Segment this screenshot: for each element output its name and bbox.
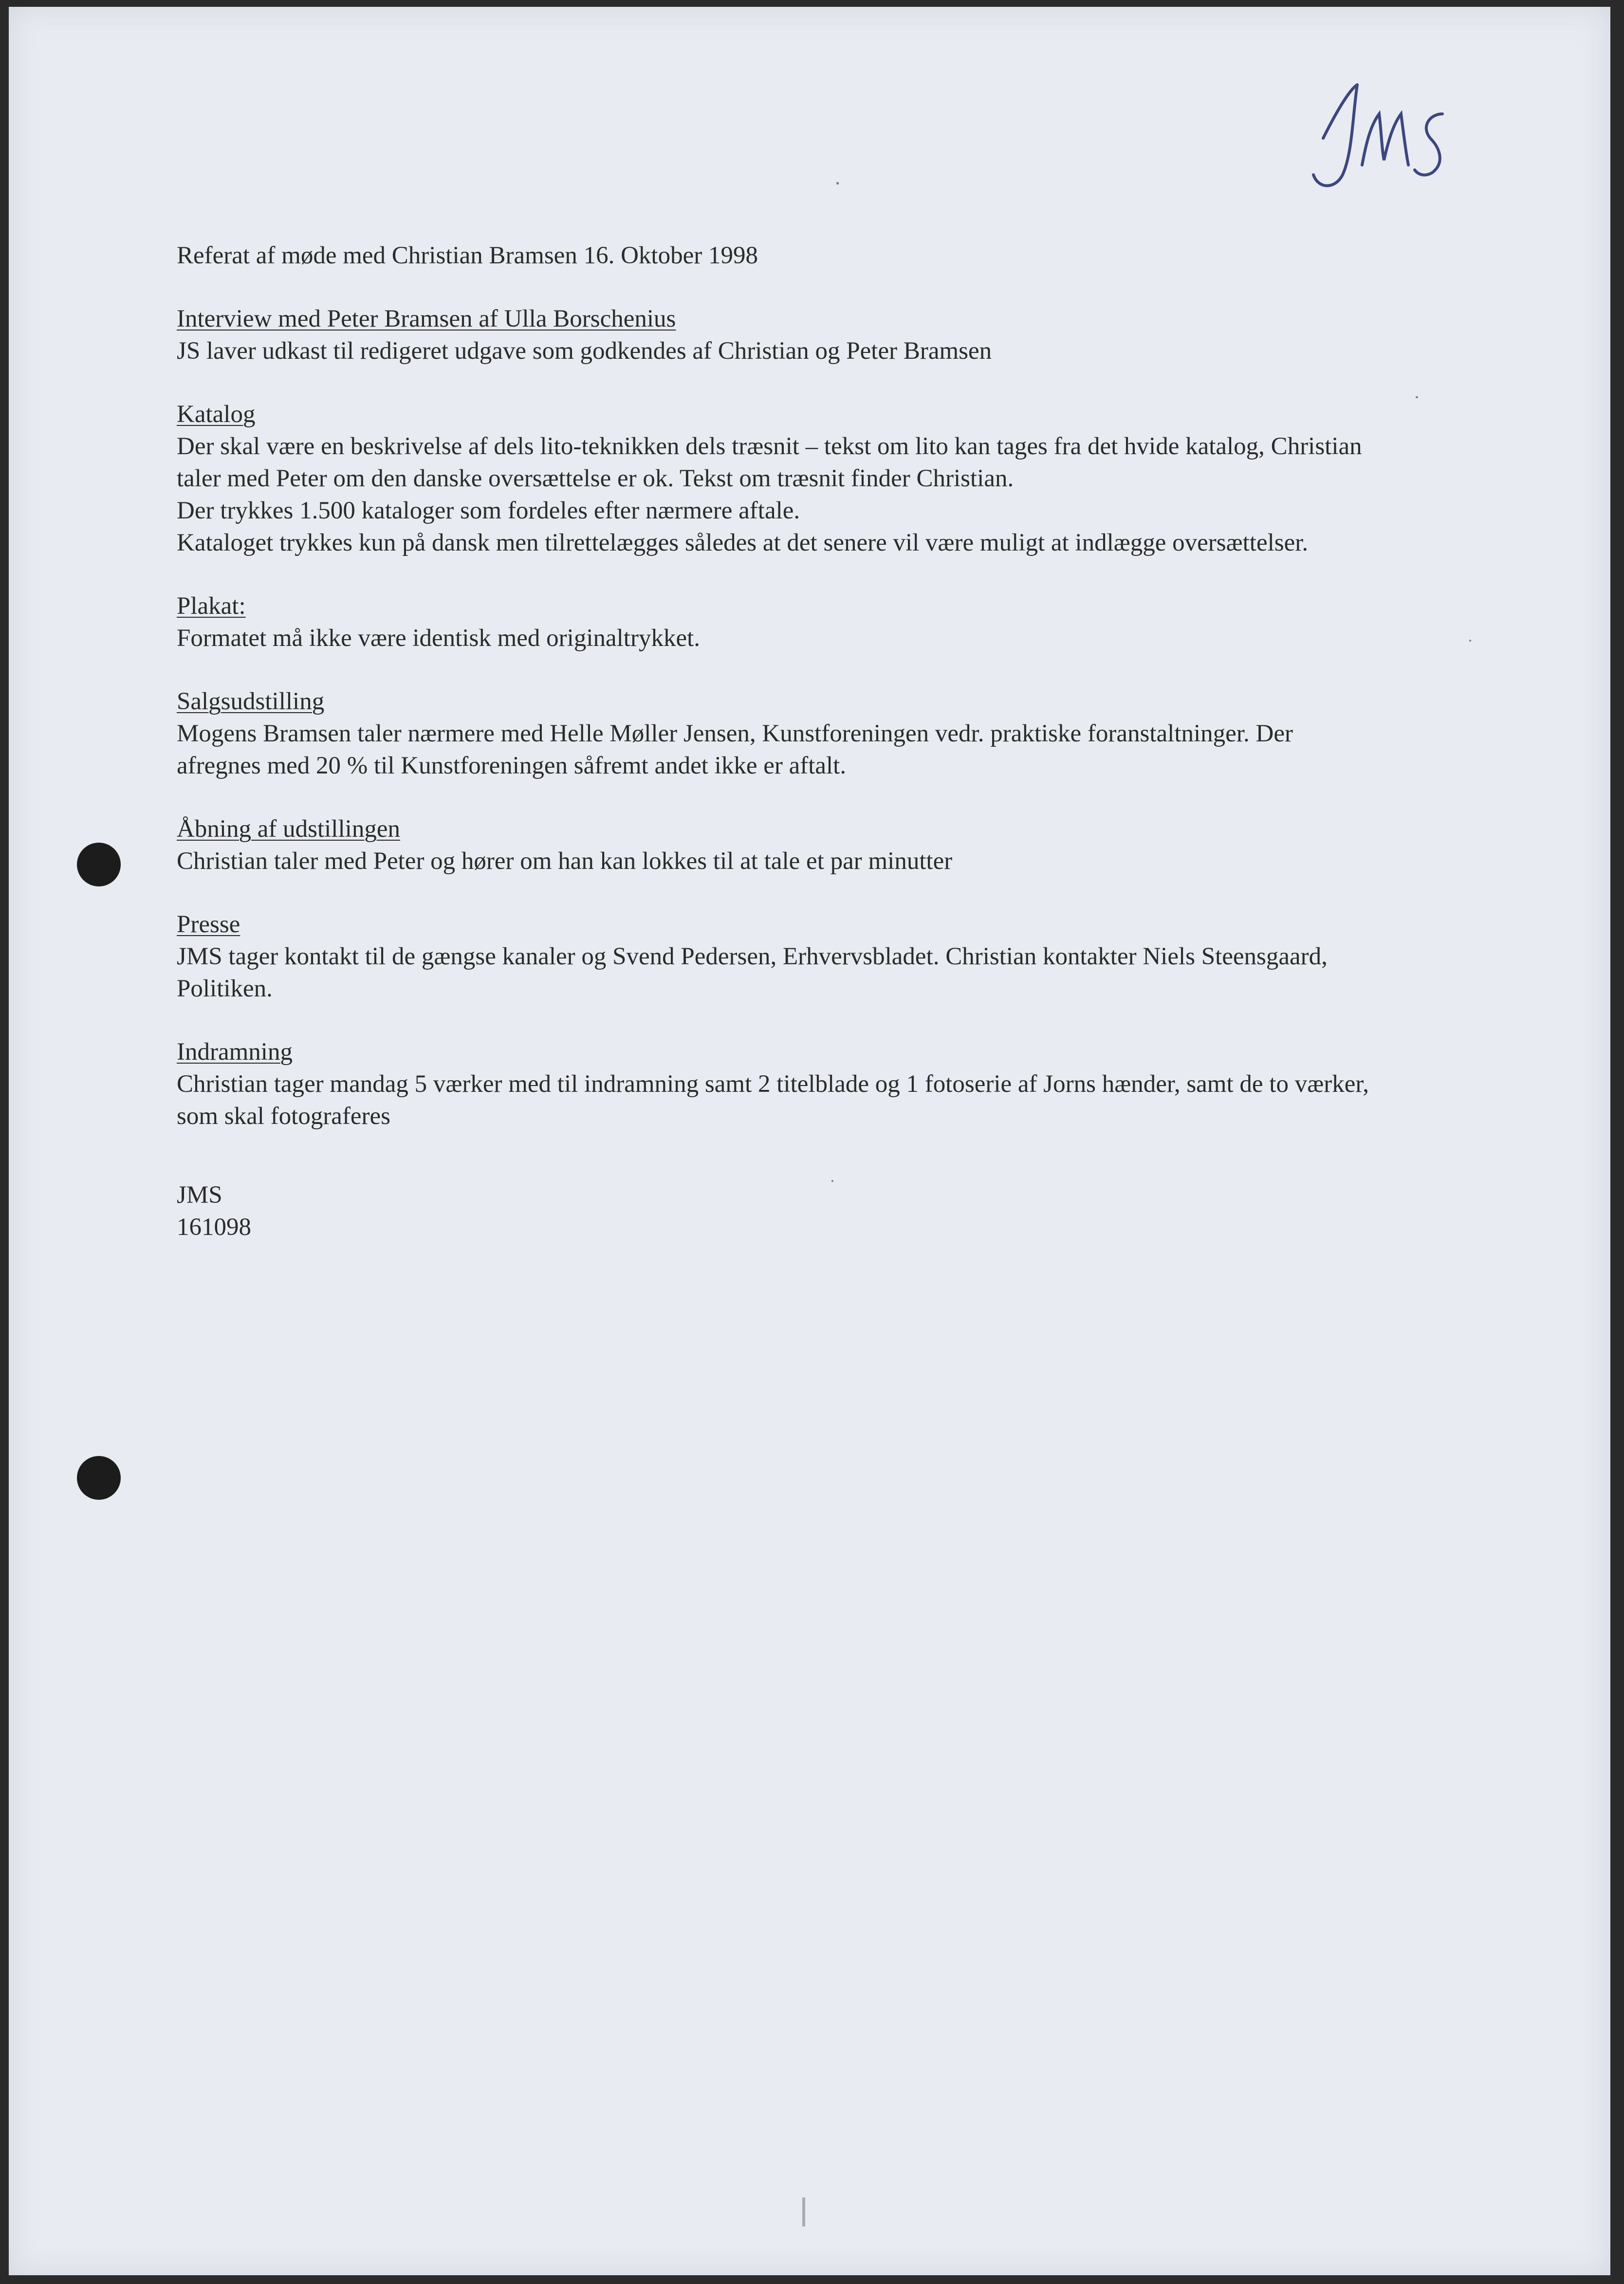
section-heading: Indramning — [177, 1038, 293, 1066]
section-salgsudstilling — [177, 685, 1491, 782]
section-text-line: Kataloget trykkes kun på dansk men tilrettelægges således at det senere vil være muligt at indlægge oversættelser. — [177, 529, 1309, 556]
section-text-line: som skal fotograferes — [177, 1103, 391, 1130]
section-heading: Plakat: — [177, 592, 246, 620]
section-plakat — [177, 590, 1491, 654]
memo-body — [177, 239, 1491, 1243]
section-indramning — [177, 1036, 1491, 1132]
section-heading: Interview med Peter Bramsen af Ulla Borschenius — [177, 305, 676, 332]
paper-speck — [831, 1180, 833, 1182]
section-text-line: Politiken. — [177, 975, 273, 1002]
section-heading: Åbning af udstillingen — [177, 815, 400, 843]
handwritten-signature — [1304, 80, 1464, 192]
section-text-line: JS laver udkast til redigeret udgave som godkendes af Christian og Peter Bramsen — [177, 337, 992, 365]
section-text-line: afregnes med 20 % til Kunstforeningen såfremt andet ikke er aftalt. — [177, 752, 847, 779]
section-text-line: Der trykkes 1.500 kataloger som fordeles efter nærmere aftale. — [177, 497, 800, 524]
section-text-line: Der skal være en beskrivelse af dels lito-teknikken dels træsnit – tekst om lito kan tages fra det hvide katalog, Christian — [177, 433, 1362, 460]
paper-sheet — [9, 7, 1610, 2275]
section-presse — [177, 908, 1491, 1005]
section-text-line: JMS tager kontakt til de gængse kanaler og Svend Pedersen, Erhvervsbladet. Christian kontakter Niels Steensgaard, — [177, 943, 1328, 970]
section-text-line: Mogens Bramsen taler nærmere med Helle Møller Jensen, Kunstforeningen vedr. praktiske foranstaltninger. Der — [177, 720, 1293, 747]
section-text-line: taler med Peter om den danske oversættelse er ok. Tekst om træsnit finder Christian. — [177, 465, 1014, 492]
section-interview — [177, 303, 1491, 367]
section-heading: Katalog — [177, 401, 256, 428]
section-text-line: Christian tager mandag 5 værker med til indramning samt 2 titelblade og 1 fotoserie af Jorns hænder, samt de to værker, — [177, 1070, 1369, 1098]
paper-speck — [1416, 396, 1418, 398]
punch-hole — [77, 1456, 121, 1500]
memo-title: Referat af møde med Christian Bramsen 16. Oktober 1998 — [177, 242, 758, 269]
section-text-line: Formatet må ikke være identisk med originaltrykket. — [177, 625, 701, 652]
paper-speck — [802, 2197, 805, 2227]
memo-footer — [177, 1179, 1491, 1243]
paper-speck — [836, 182, 839, 184]
section-text-line: Christian taler med Peter og hører om han kan lokkes til at tale et par minutter — [177, 847, 953, 875]
section-heading: Salgsudstilling — [177, 688, 325, 715]
section-heading: Presse — [177, 911, 240, 938]
section-aabning — [177, 813, 1491, 877]
section-katalog — [177, 398, 1491, 559]
footer-initials: JMS — [177, 1181, 222, 1209]
footer-date-code: 161098 — [177, 1214, 251, 1241]
paper-speck — [1469, 640, 1471, 642]
punch-hole — [77, 843, 121, 886]
